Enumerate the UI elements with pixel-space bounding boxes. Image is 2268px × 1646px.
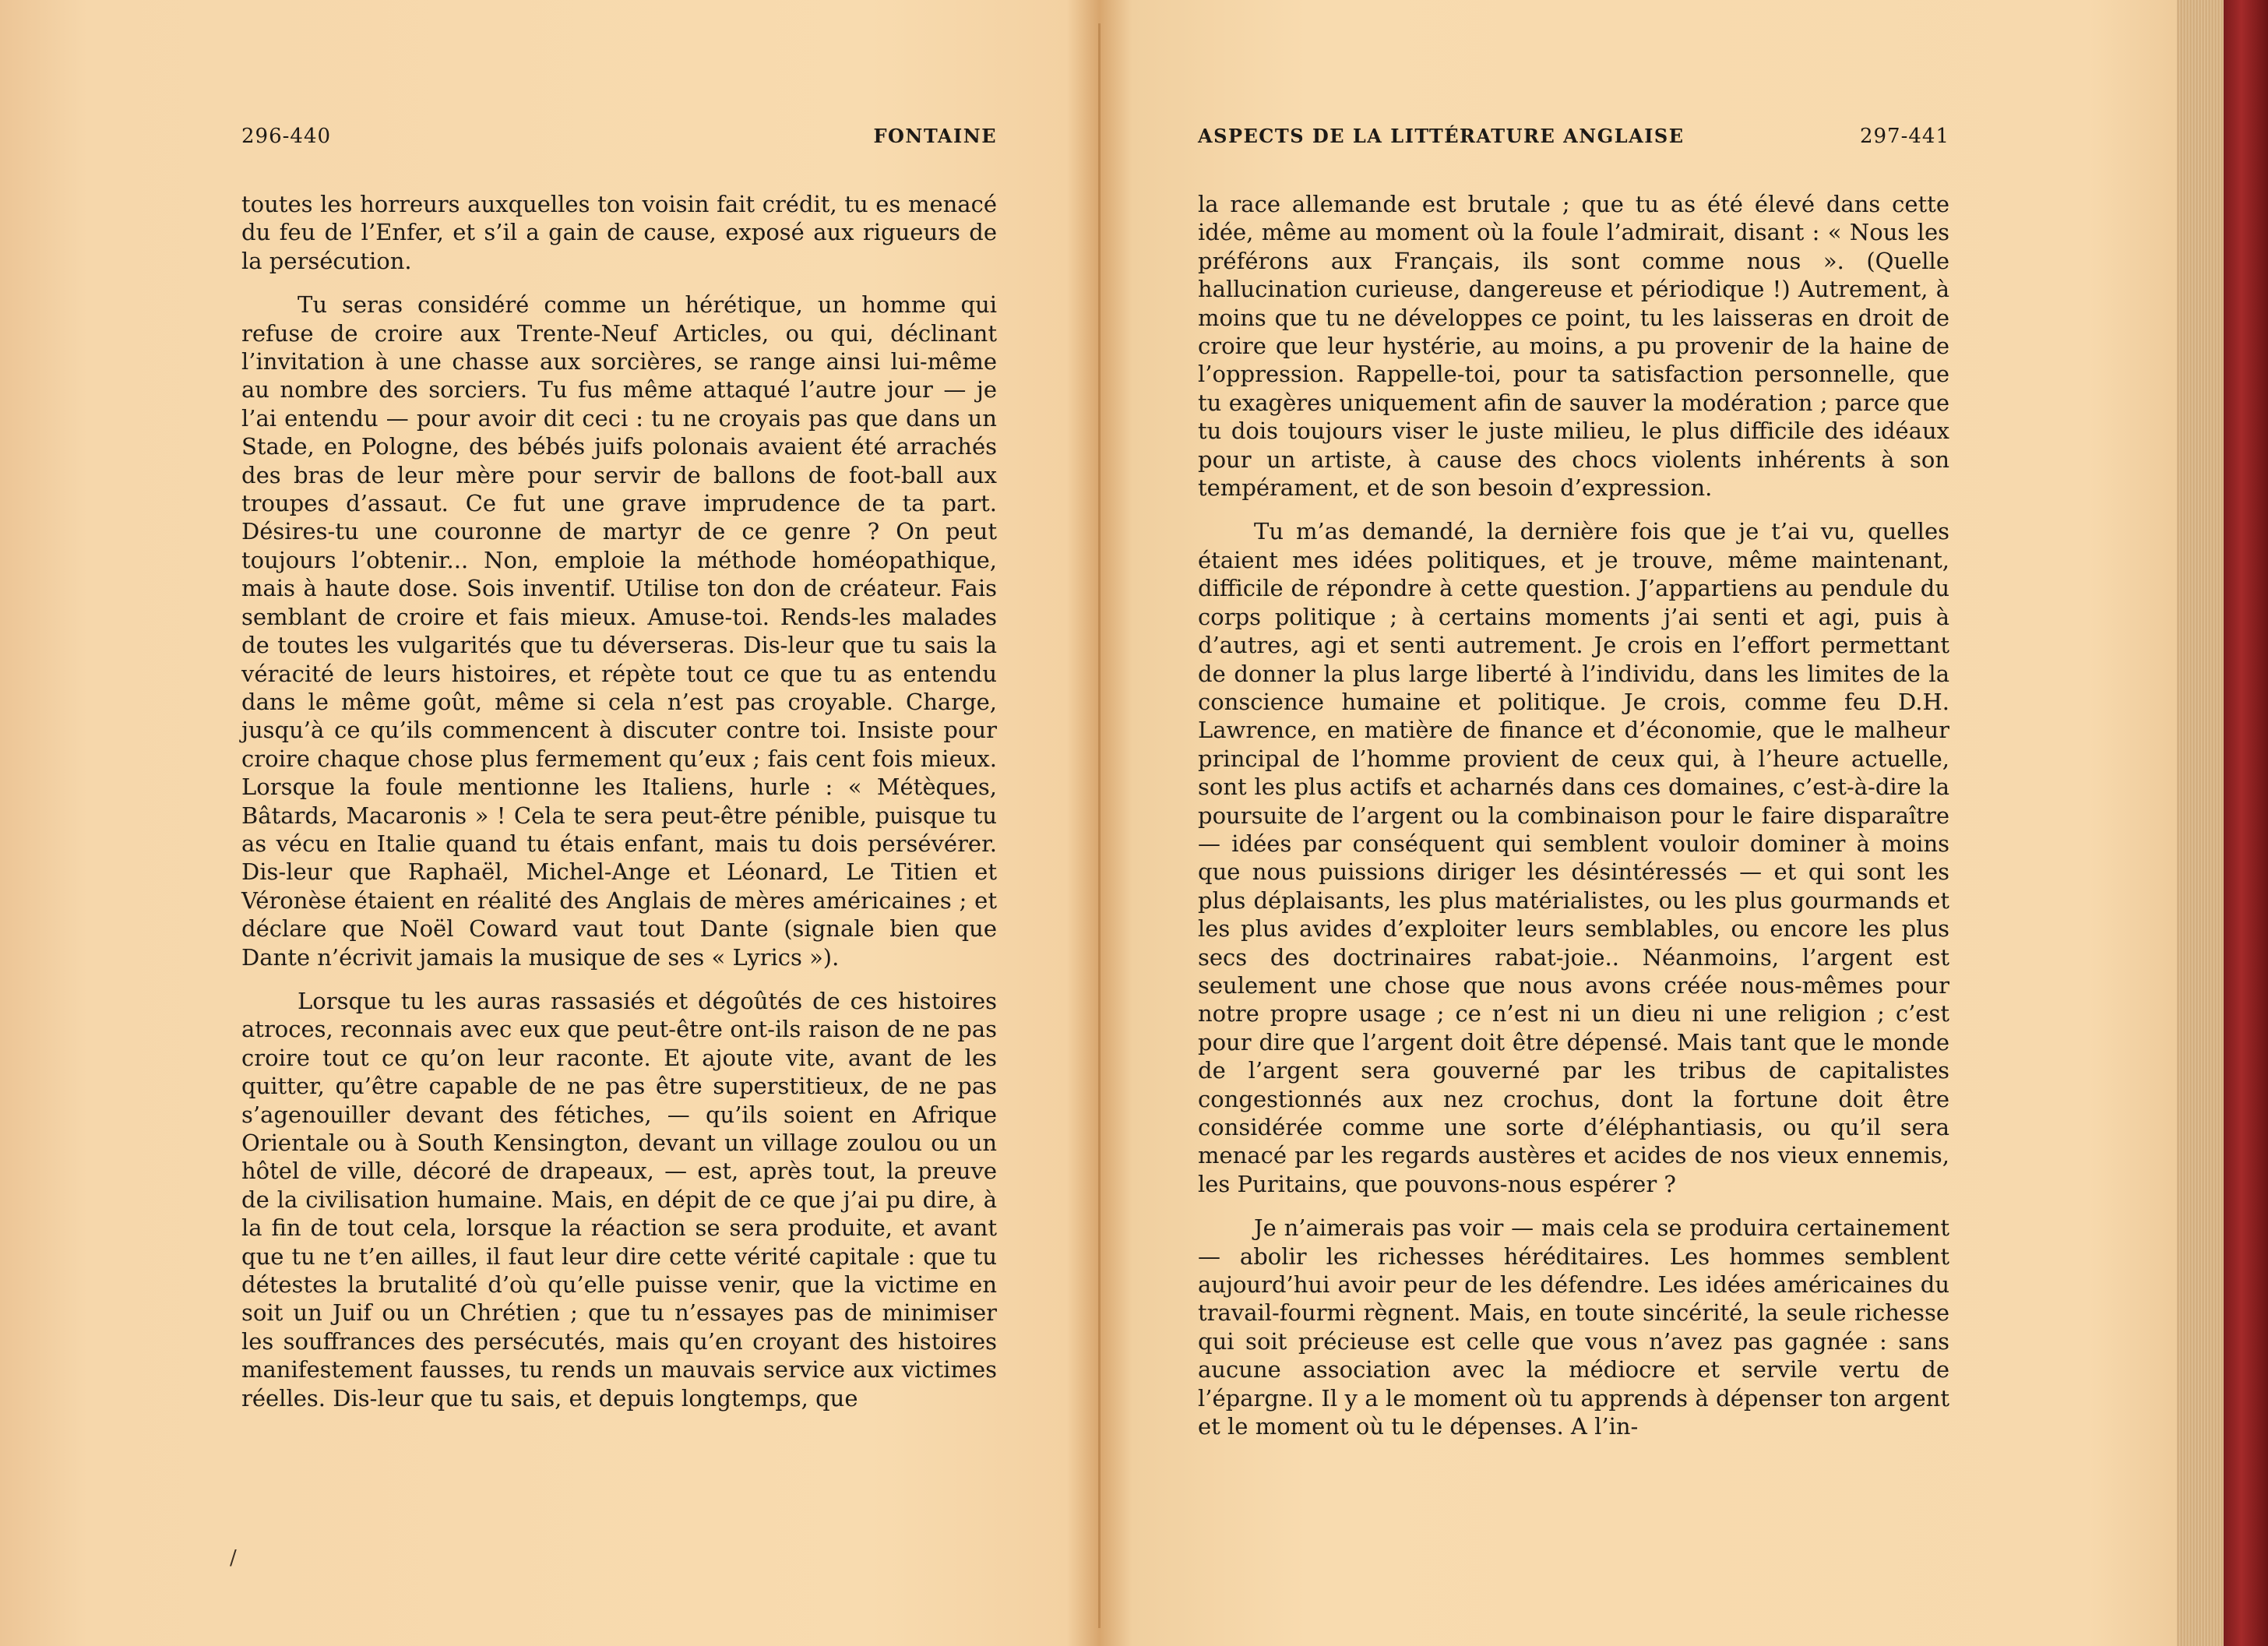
- page-fore-edge: [2177, 0, 2224, 1646]
- left-page: [241, 125, 997, 1527]
- right-running-head: ASPECTS DE LA LITTÉRATURE ANGLAISE: [1198, 125, 1685, 147]
- right-page-body: [1198, 190, 1949, 1440]
- left-page-header: [241, 125, 997, 156]
- right-paragraph-1: la race allemande est brutale ; que tu as été élevé dans cette idée, même au moment où la foule l’admirait, disant : « Nous les préférons aux Français, ils sont comme nous ». (Quelle hallucination curieuse, dangereuse et périodique !) Autrement, à moins que tu ne développes ce point, tu les laisseras en droit de croire que leur hystérie, au moins, a pu provenir de la haine de l’oppression. Rappelle-toi, pour ta satisfaction personnelle, que tu exagères uniquement afin de sauver la modération ; parce que tu dois toujours viser le juste milieu, le plus difficile des idéaux pour un artiste, à cause des chocs violents inhérents à son tempérament, et de son besoin d’expression.: [1198, 191, 1949, 502]
- right-paragraph-2: Tu m’as demandé, la dernière fois que je t’ai vu, quelles étaient mes idées politiques, et je trouve, même maintenant, difficile de répondre à cette question. J’appartiens au pendule du corps politique ; à certains moments j’ai senti et agi, puis à d’autres, agi et senti autrement. Je crois en l’effort permettant de donner la plus large liberté à l’individu, dans les limites de la conscience humaine et politique. Je crois, comme feu D.H. Lawrence, en matière de finance et d’économie, que le malheur principal de l’homme provient de ceux qui, à l’heure actuelle, sont les plus actifs et acharnés dans ces domaines, c’est-à-dire la poursuite de l’argent ou la combinaison pour le faire disparaître — idées par conséquent qui semblent vouloir dominer à moins que nous puissions diriger les désintéressés — et qui sont les plus déplaisants, les plus matérialistes, ou les plus gourmands et les plus avides d’exploiter leurs semblables, ou encore les plus secs des doctrinaires rabat-joie.. Néanmoins, l’argent est seulement une chose que nous avons créée nous-mêmes pour notre propre usage ; ce n’est ni un dieu ni une religion ; c’est pour dire que l’argent doit être dépensé. Mais tant que le monde de l’argent sera gouverné par les tribus de capitalistes congestionnés aux nez crochus, dont la fortune doit être considérée comme une sorte d’éléphantiasis, ou qu’il sera menacé par les regards austères et acides de nos vieux ennemis, les Puritains, que pouvons-nous espérer ?: [1198, 518, 1949, 1197]
- red-book-binding: [2224, 0, 2268, 1646]
- right-page: [1198, 125, 1949, 1527]
- book-gutter: [1098, 23, 1101, 1628]
- left-paragraph-3: Lorsque tu les auras rassasiés et dégoûtés de ces histoires atroces, reconnais avec eux que peut-être ont-ils raison de ne pas croire tout ce qu’on leur raconte. Et ajoute vite, avant de les quitter, qu’être capable de ne pas être superstitieux, de ne pas s’agenouiller devant des fétiches, — qu’ils soient en Afrique Orientale ou à South Kensington, devant un village zoulou ou un hôtel de ville, décoré de drapeaux, — est, après tout, la preuve de la civilisation humaine. Mais, en dépit de ce que j’ai pu dire, à la fin de tout cela, lorsque la réaction se sera produite, et avant que tu ne t’en ailles, il faut leur dire cette vérité capitale : que tu détestes la brutalité d’où qu’elle puisse venir, que la victime en soit un Juif ou un Chrétien ; que tu n’essayes pas de minimiser les souffrances des persécutés, mais qu’en croyant des histoires manifestement fausses, tu rends un mauvais service aux victimes réelles. Dis-leur que tu sais, et depuis longtemps, que: [241, 987, 997, 1412]
- left-running-head: FONTAINE: [873, 125, 997, 147]
- left-paragraph-1: toutes les horreurs auxquelles ton voisin fait crédit, tu es menacé du feu de l’Enfer, et s’il a gain de cause, exposé aux rigueurs de la persécution.: [241, 191, 997, 274]
- right-page-number: 297-441: [1859, 125, 1949, 148]
- left-page-number: 296-440: [241, 125, 332, 148]
- stray-pencil-mark: /: [230, 1546, 237, 1570]
- left-paragraph-2: Tu seras considéré comme un hérétique, un homme qui refuse de croire aux Trente-Neuf Articles, ou qui, déclinant l’invitation à une chasse aux sorcières, se range ainsi lui-même au nombre des sorciers. Tu fus même attaqué l’autre jour — je l’ai entendu — pour avoir dit ceci : tu ne croyais pas que dans un Stade, en Pologne, des bébés juifs polonais avaient été arrachés des bras de leur mère pour servir de ballons de foot-ball aux troupes d’assaut. Ce fut une grave imprudence de ta part. Désires-tu une couronne de martyr de ce genre ? On peut toujours l’obtenir... Non, emploie la méthode homéopathique, mais à haute dose. Sois inventif. Utilise ton don de créateur. Fais semblant de croire et fais mieux. Amuse-toi. Rends-les malades de toutes les vulgarités que tu déverseras. Dis-leur que tu sais la véracité de leurs histoires, et répète tout ce que tu as entendu dans le même goût, même si cela n’est pas croyable. Charge, jusqu’à ce qu’ils commencent à discuter contre toi. Insiste pour croire chaque chose plus fermement qu’eux ; fais cent fois mieux. Lorsque la foule mentionne les Italiens, hurle : « Métèques, Bâtards, Macaronis » ! Cela te sera peut-être pénible, puisque tu as vécu en Italie quand tu étais enfant, mais tu dois persévérer. Dis-leur que Raphaël, Michel-Ange et Léonard, Le Titien et Véronèse étaient en réalité des Anglais de mères américaines ; et déclare que Noël Coward vaut tout Dante (signale bien que Dante n’écrivit jamais la musique de ses « Lyrics »).: [241, 291, 997, 971]
- right-paragraph-3: Je n’aimerais pas voir — mais cela se produira certainement — abolir les richesses héréditaires. Les hommes semblent aujourd’hui avoir peur de les défendre. Les idées américaines du travail-fourmi règnent. Mais, en toute sincérité, la seule richesse qui soit précieuse est celle que vous n’avez pas gagnée : sans aucune association avec la médiocre et servile vertu de l’épargne. Il y a le moment où tu apprends à dépenser ton argent et le moment où tu le dépenses. A l’in-: [1198, 1214, 1949, 1440]
- left-page-body: [241, 190, 997, 1412]
- right-page-header: [1198, 125, 1949, 156]
